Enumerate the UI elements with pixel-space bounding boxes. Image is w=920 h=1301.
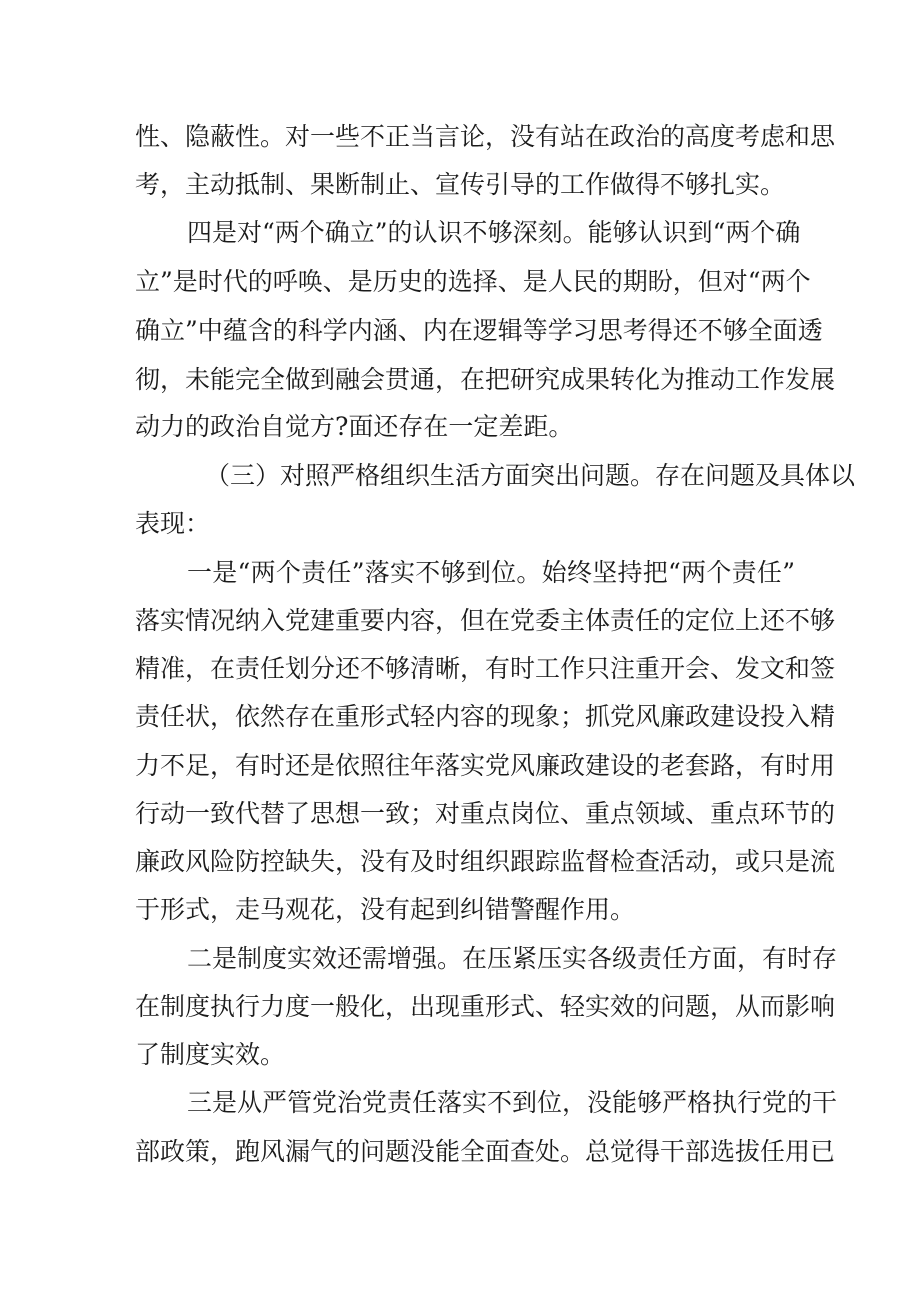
text-line: 于形式，走马观花，没有起到纠错警醒作用。 (135, 895, 636, 924)
text-line: 二是制度实效还需增强。在压紧压实各级责任方面，有时存 (187, 944, 838, 973)
text-line: 落实情况纳入党建重要内容，但在党委主体责任的定位上还不够 (135, 606, 836, 635)
text-line: 在制度执行力度一般化，出现重形式、轻实效的问题，从而影响 (135, 992, 836, 1021)
text-line: 彻，未能完全做到融会贯通，在把研究成果转化为推动工作发展 (135, 365, 836, 394)
text-line: 责任状，依然存在重形式轻内容的现象；抓党风廉政建设投入精 (135, 702, 836, 731)
text-line: 表现： (135, 509, 211, 538)
text-line: 三是从严管党治党责任落实不到位，没能够严格执行党的干 (187, 1088, 838, 1117)
text-line: 性、隐蔽性。对一些不正当言论，没有站在政治的高度考虑和思 (135, 122, 836, 151)
text-line: 一是“两个责任”落实不够到位。始终坚持把“两个责任” (187, 558, 795, 587)
text-line: 了制度实效。 (135, 1040, 286, 1069)
text-line: 精准，在责任划分还不够清晰，有时工作只注重开会、发文和签 (135, 654, 836, 683)
text-line: 确立”中蕴含的科学内涵、内在逻辑等学习思考得还不够全面透 (135, 316, 823, 345)
text-line: 廉政风险防控缺失，没有及时组织跟踪监督检查活动，或只是流 (135, 847, 836, 876)
text-line: 立”是时代的呼唤、是历史的选择、是人民的期盼，但对“两个 (135, 267, 811, 296)
text-line: 动力的政治自觉方?面还存在一定差距。 (135, 412, 574, 441)
text-line: 力不足，有时还是依照往年落实党风廉政建设的老套路，有时用 (135, 751, 836, 780)
text-line: 部政策，跑风漏气的问题没能全面查处。总觉得干部选拔任用已 (135, 1137, 836, 1166)
text-line: 四是对“两个确立”的认识不够深刻。能够认识到“两个确 (187, 218, 801, 247)
text-line: （三）对照严格组织生活方面突出问题。存在问题及具体以 (205, 461, 856, 490)
text-line: 行动一致代替了思想一致；对重点岗位、重点领域、重点环节的 (135, 799, 836, 828)
text-line: 考，主动抵制、果断制止、宣传引导的工作做得不够扎实。 (135, 170, 786, 199)
